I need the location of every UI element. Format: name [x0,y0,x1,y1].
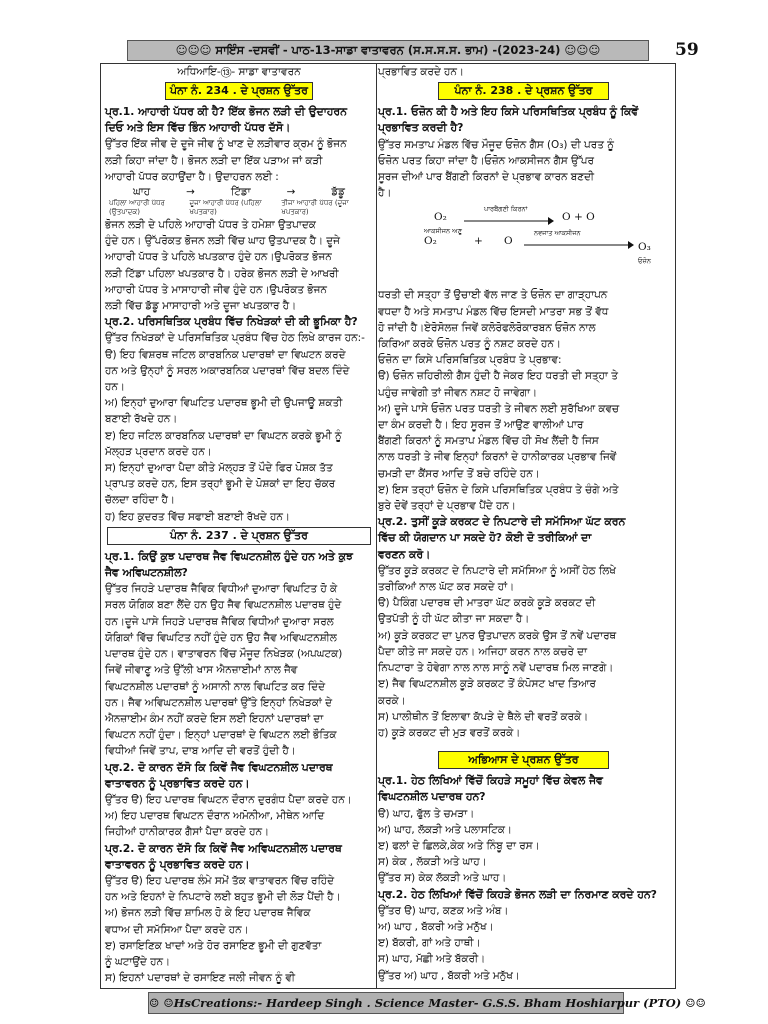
text-line: ਨੂੰ ਘਟਾਉਂਦੇ ਹਨ। [105,955,170,968]
text-line: ਹਨ ਅਤੇ ਇਹਨਾਂ ਦੇ ਨਿਪਟਾਰੇ ਲਈ ਬਹੁਤ ਭੂਮੀ ਦੀ ਲੋੜ ਪੈਂਦੀ ਹੈ। [105,891,341,904]
text-line: ਵਾਤਾਵਰਨ ਨੂੰ ਪ੍ਰਭਾਵਿਤ ਕਰਦੇ ਹਨ। [105,857,250,871]
chain-frog: ਡੱਡੂ [331,186,345,199]
eq-o-reactant: O [504,235,513,248]
text-line: ੳ) ਇਹ ਵਿਸ਼ਰਥ ਜਟਿਲ ਕਾਰਬਨਿਕ ਪਦਾਰਥਾਂ ਦਾ ਵਿਘਟਨ ਕਰਦੇ [105,348,346,361]
text-line: ਹੋ ਜਾਂਦੀ ਹੈ।ਏਰੋਸੋਲਜ਼ ਜਿਵੇਂ ਕਲੋਰੋਫਲੋਰੋਕਾਰਬਨ ਓਜ਼ੋਨ ਨਾਲ [378,321,596,334]
text-line: ਪ੍ਰ.2. ਹੇਠ ਲਿਖਿਆਂ ਵਿੱਚੋਂ ਕਿਹੜੇ ਭੋਜਨ ਲੜੀ ਦਾ ਨਿਰਮਾਣ ਕਰਦੇ ਹਨ? [378,887,657,901]
text-line: ਲੜੀ ਕਿਹਾ ਜਾਂਦਾ ਹੈ। ਭੋਜਨ ਲੜੀ ਦਾ ਇੱਕ ਪੜਾਅ ਜਾਂ ਕੜੀ [105,154,323,167]
text-line: ਵਧਾਅ ਦੀ ਸਮੱਸਿਆ ਪੈਦਾ ਕਰਦੇ ਹਨ। [105,923,249,936]
text-line: ਅ) ਘਾਹ , ਬੱਕਰੀ ਅਤੇ ਮਨੁੱਖ। [378,920,494,933]
text-line: ਪ੍ਰ.1. ਹੇਠ ਲਿਖਿਆਂ ਵਿੱਚੋਂ ਕਿਹੜੇ ਸਮੂਹਾਂ ਵਿੱਚ ਕੇਵਲ ਜੈਵ [378,774,603,788]
text-line: ਭੋਜਨ ਲੜੀ ਦੇ ਪਹਿਲੇ ਆਹਾਰੀ ਪੱਧਰ ਤੇ ਹਮੇਸ਼ਾ ਉਤਪਾਦਕ [105,219,316,232]
text-line: ਸ) ਇਨ੍ਹਾਂ ਦੁਆਰਾ ਪੈਦਾ ਕੀਤੇ ਮੱਲ੍ਹੜ ਤੋਂ ਪੌਦੇ ਫਿਰ ਪੋਸ਼ਕ ਤੱਤ [105,462,333,475]
text-line: ਹਨ ਅਤੇ ਉਨ੍ਹਾਂ ਨੂੰ ਸਰਲ ਅਕਾਰਬਨਿਕ ਪਦਾਰਥਾਂ ਵਿੱਚ ਬਦਲ ਦਿੰਦੇ [105,364,350,377]
text-line: ਪੈਦਾ ਕੀਤੇ ਜਾ ਸਕਦੇ ਹਨ। ਅਜਿਹਾ ਕਰਨ ਨਾਲ ਕਚਰੇ ਦਾ [378,645,587,658]
text-line: ਸੂਰਜ ਦੀਆਂ ਪਾਰ ਬੈਂਗਣੀ ਕਿਰਨਾਂ ਦੇ ਪ੍ਰਭਾਵ ਕਾਰਨ ਬਣਦੀ [378,171,595,184]
text-line: ਅ) ਦੂਜੇ ਪਾਸੇ ਓਜ਼ੋਨ ਪਰਤ ਧਰਤੀ ਤੇ ਜੀਵਨ ਲਈ ਸੁਰੱਖਿਆ ਕਵਚ [378,402,619,415]
text-line: ਅ) ਭੋਜਨ ਲੜੀ ਵਿੱਚ ਸ਼ਾਮਿਲ ਹੋ ਕੇ ਇਹ ਪਦਾਰਥ ਜੈਵਿਕ [105,907,311,920]
section-box-234: ਪੰਨਾ ਨੰ. 234 . ਦੇ ਪ੍ਰਸ਼ਨ ਉੱਤਰ [165,82,313,100]
text-line: ੲ) ਜੈਵ ਵਿਘਟਨਸ਼ੀਲ ਕੂੜੇ ਕਰਕਟ ਤੋਂ ਕੰਪੋਸਟ ਖਾਦ ਤਿਆਰ [378,678,596,691]
text-line: ਨਾਲ ਧਰਤੀ ਤੇ ਜੀਵ ਇਨ੍ਹਾਂ ਕਿਰਨਾਂ ਦੇ ਹਾਨੀਕਾਰਕ ਪ੍ਰਭਾਵ ਜਿਵੇਂ [378,451,617,464]
text-line: ਚੱਲਦਾ ਰਹਿੰਦਾ ਹੈ। [105,494,175,507]
section-box-238: ਪੰਨਾ ਨੰ. 238 . ਦੇ ਪ੍ਰਸ਼ਨ ਉੱਤਰ [438,82,609,100]
text-line: ਪ੍ਰ.1. ਆਹਾਰੀ ਪੱਧਰ ਕੀ ਹੈ? ਇੱਕ ਭੋਜਨ ਲੜੀ ਦੀ ਉਦਾਹਰਨ [105,105,347,118]
text-line: ਹਨ। [105,381,125,394]
text-line: ਆਹਾਰੀ ਪੱਧਰ ਤੇ ਮਾਸਾਹਾਰੀ ਜੀਵ ਹੁੰਦੇ ਹਨ।ਉਪਰੋਕਤ ਭੋਜਨ [105,283,327,296]
right-text-block-b [378,287,669,741]
text-line: ੲ) ਇਹ ਜਟਿਲ ਕਾਰਬਨਿਕ ਪਦਾਰਥਾਂ ਦਾ ਵਿਘਟਨ ਕਰਕੇ ਭੂਮੀ ਨੂੰ [105,429,342,442]
text-line: ਪਹੁੰਚ ਜਾਵੇਗੀ ਤਾਂ ਜੀਵਨ ਨਸ਼ਟ ਹੋ ਜਾਵੇਗਾ। [378,386,537,399]
page-footer: ☺ ☺HsCreations:- Hardeep Singh . Science Master- G.S.S. Bham Hoshiarpur (PTO) ☺☺ [148,992,624,1014]
text-line: ਚਮੜੀ ਦਾ ਕੈਂਸਰ ਆਦਿ ਤੋਂ ਬਚੇ ਰਹਿੰਦੇ ਹਨ। [378,467,540,480]
food-chain-levels [105,199,373,217]
text-line: ਪਦਾਰਥ ਹੁੰਦੇ ਹਨ। ਵਾਤਾਵਰਨ ਵਿੱਚ ਮੌਜੂਦ ਨਿਖੇੜਕ (ਅਪਘਟਕ) [105,648,343,661]
eq-o2-reactant-2: O₂ [424,235,437,248]
eq-oxygen-molecule-label: ਆਕਸੀਜਨ ਅਣੂ [424,227,462,236]
page-number: 59 [675,40,699,60]
text-line: ਹੈ। [378,187,392,200]
text-line: ਅ) ਕੂੜੇ ਕਰਕਟ ਦਾ ਪੁਨਰ ਉਤਪਾਦਨ ਕਰਕੇ ਉਸ ਤੋਂ ਨਵੇਂ ਪਦਾਰਥ [378,629,617,642]
chain-level-3: ਤੀਜਾ ਆਹਾਰੀ ਪੱਧਰ (ਦੂਜਾ ਖਪਤਕਾਰ) [281,199,349,217]
food-chain [105,185,373,199]
text-line: ਹੁੰਦੇ ਹਨ। ਉੱਪਰੋਕਤ ਭੋਜਨ ਲੜੀ ਵਿੱਚ ਘਾਹ ਉਤਪਾਦਕ ਹੈ। ਦੂਜੇ [105,235,340,248]
text-line: ਉੱਤਰ ਕੂੜੇ ਕਰਕਟ ਦੇ ਨਿਪਟਾਰੇ ਦੀ ਸਮੱਸਿਆ ਨੂੰ ਅਸੀਂ ਹੇਠ ਲਿਖੇ [378,564,616,577]
text-line: ਵਿਘਟਨ ਨਹੀਂ ਹੁੰਦਾ। ਇਨ੍ਹਾਂ ਪਦਾਰਥਾਂ ਦੇ ਵਿਘਟਨ ਲਈ ਭੌਤਿਕ [105,729,337,742]
text-line: ਵਰਣਨ ਕਰੋ। [378,547,431,561]
chain-level-1: ਪਹਿਲਾ ਆਹਾਰੀ ਪੱਧਰ (ਉਤਪਾਦਕ) [109,199,165,217]
text-line: ਆਹਾਰੀ ਪੱਧਰ ਕਹਾਉਂਦਾ ਹੈ। ਉਦਾਹਰਨ ਲਈ : [105,170,279,183]
text-line: ਵਿਧੀਆਂ ਜਿਵੇਂ ਤਾਪ, ਦਾਬ ਆਦਿ ਦੀ ਵਰਤੋਂ ਹੁੰਦੀ ਹੈ। [105,745,296,758]
text-line: ਕਿਰਿਆ ਕਰਕੇ ਓਜ਼ੋਨ ਪਰਤ ਨੂੰ ਨਸ਼ਟ ਕਰਦੇ ਹਨ। [378,338,561,351]
text-line: ੲ) ਬੱਕਰੀ, ਗਾਂ ਅਤੇ ਹਾਥੀ। [378,937,481,950]
text-line: ਉੱਤਰ ਅ) ਘਾਹ , ਬੱਕਰੀ ਅਤੇ ਮਨੁੱਖ। [378,969,520,982]
right-column [378,64,669,988]
text-line: ਵਧਦਾ ਹੈ ਅਤੇ ਸਮਤਾਪ ਮੰਡਲ ਵਿੱਚ ਇਸਦੀ ਮਾਤਰਾ ਸਭ ਤੋਂ ਵੱਧ [378,305,609,318]
left-text-block-c [105,549,373,986]
text-line: ਓਜ਼ੋਨ ਦਾ ਕਿਸੇ ਪਰਿਸਥਿਤਿਕ ਪ੍ਰਬੰਧ ਤੇ ਪ੍ਰਭਾਵ: [378,354,562,367]
text-line: ਸ) ਕੇਕ , ਲੱਕੜੀ ਅਤੇ ਘਾਹ। [378,856,487,869]
section-box-237: ਪੰਨਾ ਨੰ. 237 . ਦੇ ਪ੍ਰਸ਼ਨ ਉੱਤਰ [107,527,371,545]
left-column [105,64,373,988]
right-text-block-a [378,104,669,201]
eq-o2-reactant: O₂ [434,211,447,224]
text-line: ਜਿਹੀਆਂ ਹਾਨੀਕਾਰਕ ਗੈਸਾਂ ਪੈਦਾ ਕਰਦੇ ਹਨ। [105,826,269,839]
text-line: ਪ੍ਰਭਾਵਿਤ ਕਰਦੀ ਹੈ? [378,121,464,135]
chapter-title: ਅਧਿਆਇ-⑬- ਸਾਡਾ ਵਾਤਾਵਰਨ [177,66,301,78]
eq-o3-product: O₃ [638,241,651,254]
text-line: ਹ) ਇਹ ਕੁਦਰਤ ਵਿੱਚ ਸਫਾਈ ਬਣਾਈ ਰੱਖਦੇ ਹਨ। [105,510,290,523]
text-line: ਲੜੀ ਟਿੱਡਾ ਪਹਿਲਾ ਖਪਤਕਾਰ ਹੈ। ਹਰੇਕ ਭੋਜਨ ਲੜੀ ਦੇ ਆਖਰੀ [105,267,339,280]
text-line: ਸ) ਇਹਨਾਂ ਪਦਾਰਥਾਂ ਦੇ ਰਸਾਇਣ ਜਲੀ ਜੀਵਨ ਨੂੰ ਵੀ [105,972,296,985]
text-line: ਸ) ਪਾਲੀਥੀਨ ਤੋਂ ਇਲਾਵਾ ਕੱਪੜੇ ਦੇ ਥੈਲੇ ਦੀ ਵਰਤੋਂ ਕਰਕੇ। [378,710,589,723]
text-line: ਲੜੀ ਵਿੱਚ ਡੱਡੂ ਮਾਸਾਹਾਰੀ ਅਤੇ ਦੂਜਾ ਖਪਤਕਾਰ ਹੈ। [105,300,297,313]
text-line: ਹਨ।ਦੂਜੇ ਪਾਸੇ ਜਿਹੜੇ ਪਦਾਰਥ ਜੈਵਿਕ ਵਿਧੀਆਂ ਦੁਆਰਾ ਸਰਲ [105,615,334,628]
text-line: ਹ) ਕੂੜੇ ਕਰਕਟ ਦੀ ਮੁੜ ਵਰਤੋਂ ਕਰਕੇ। [378,726,521,739]
text-line: ਦਿਓ ਅਤੇ ਇਸ ਵਿੱਚ ਭਿੰਨ ਆਹਾਰੀ ਪੱਧਰ ਦੱਸੋ। [105,121,291,135]
eq-uv-label: ਪਾਰਬੈਂਗਣੀ ਕਿਰਨਾਂ [484,205,528,214]
text-line: ਮੱਲ੍ਹੜ ਪ੍ਰਦਾਨ ਕਰਦੇ ਹਨ। [105,445,212,458]
section-box-exercise: ਅਭਿਆਸ ਦੇ ਪ੍ਰਸ਼ਨ ਉੱਤਰ [438,751,609,769]
text-line: ਦਾ ਕੰਮ ਕਰਦੀ ਹੈ। ਇਹ ਸੂਰਜ ਤੋਂ ਆਉਣ ਵਾਲੀਆਂ ਪਾਰ [378,419,584,432]
text-line: ਆਹਾਰੀ ਪੱਧਰ ਤੇ ਪਹਿਲੇ ਖਪਤਕਾਰ ਹੁੰਦੇ ਹਨ।ਉਪਰੋਕਤ ਭੋਜਨ [105,251,332,264]
eq-arrow-2 [524,241,634,249]
text-line: ੲ) ਫਲਾਂ ਦੇ ਛਿਲਕੇ,ਕੇਕ ਅਤੇ ਨਿੰਬੂ ਦਾ ਰਸ। [378,839,540,852]
text-line: ਪ੍ਰ.1. ਓਜ਼ੋਨ ਕੀ ਹੈ ਅਤੇ ਇਹ ਕਿਸੇ ਪਰਿਸਥਿਤਿਕ ਪ੍ਰਬੰਧ ਨੂੰ ਕਿਵੇਂ [378,105,639,119]
text-line: ਉੱਤਰ ਨਿਖੇੜਕਾਂ ਦੇ ਪਰਿਸਥਿਤਿਕ ਪ੍ਰਬੰਧ ਵਿੱਚ ਹੇਠ ਲਿਖੇ ਕਾਰਜ ਹਨ:- [105,332,365,345]
left-text-block-b [105,217,373,525]
eq-o-products: O + O [562,211,595,224]
eq-nascent-oxygen-label: ਨਵਜਾਤ ਆਕਸੀਜਨ [534,229,581,238]
text-line: ਸ) ਘਾਹ, ਮੱਛੀ ਅਤੇ ਬੱਕਰੀ। [378,953,486,966]
text-line: ਪ੍ਰ.1. ਕਿਉਂ ਕੁਝ ਪਦਾਰਥ ਜੈਵ ਵਿਘਟਨਸ਼ੀਲ ਹੁੰਦੇ ਹਨ ਅਤੇ ਕੁਝ [105,549,353,563]
text-line: ਉੱਤਰ ਸ) ਕੇਕ ਲੱਕੜੀ ਅਤੇ ਘਾਹ। [378,872,507,885]
right-text-block-c [378,773,669,984]
text-line: ਪ੍ਰ.2. ਪਰਿਸਥਿਤਿਕ ਪ੍ਰਬੰਧ ਵਿੱਚ ਨਿਖੇੜਕਾਂ ਦੀ ਕੀ ਭੂਮਿਕਾ ਹੈ? [105,315,358,329]
chain-level-2: ਦੂਜਾ ਆਹਾਰੀ ਪੱਧਰ (ਪਹਿਲਾ ਖਪਤਕਾਰ) [189,199,262,217]
text-line: ਅ) ਇਹ ਪਦਾਰਥ ਵਿਘਟਨ ਦੌਰਾਨ ਅਮੋਨੀਆ, ਮੀਥੇਨ ਆਦਿ [105,810,325,823]
text-line: ੳ) ਪੈਕਿੰਗ ਪਦਾਰਥ ਦੀ ਮਾਤਰਾ ਘੱਟ ਕਰਕੇ ਕੂੜੇ ਕਰਕਟ ਦੀ [378,597,596,610]
text-line: ਉਤਪੱਤੀ ਨੂੰ ਹੀ ਘੱਟ ਕੀਤਾ ਜਾ ਸਕਦਾ ਹੈ। [378,613,530,626]
text-line: ਪ੍ਰ.2. ਦੋ ਕਾਰਨ ਦੱਸੋ ਕਿ ਕਿਵੇਂ ਜੈਵ ਵਿਘਟਨਸ਼ੀਲ ਪਦਾਰਥ [105,760,333,774]
text-line: ਉੱਤਰ ਸਮਤਾਪ ਮੰਡਲ ਵਿੱਚ ਮੌਜੂਦ ਓਜ਼ੋਨ ਗੈਸ (O₃) ਦੀ ਪਰਤ ਨੂੰ [378,138,614,151]
text-line: ਅ) ਇਨ੍ਹਾਂ ਦੁਆਰਾ ਵਿਘਟਿਤ ਪਦਾਰਥ ਭੂਮੀ ਦੀ ਉਪਜਾਊ ਸ਼ਕਤੀ [105,397,343,410]
chain-grass: ਘਾਹ [133,186,151,199]
text-line: ਯੋਗਿਕਾਂ ਵਿੱਚ ਵਿਘਟਿਤ ਨਹੀਂ ਹੁੰਦੇ ਹਨ ਉਹ ਜੈਵ ਅਵਿਘਟਨਸ਼ੀਲ [105,631,337,644]
text-line: ੳ) ਘਾਹ, ਫੁੱਲ ਤੇ ਚਮੜਾ। [378,807,475,820]
text-line: ਬੈਂਗਣੀ ਕਿਰਨਾਂ ਨੂੰ ਸਮਤਾਪ ਮੰਡਲ ਵਿੱਚ ਹੀ ਸੋਖ ਲੈਂਦੀ ਹੈ ਜਿਸ [378,435,599,448]
text-line: ਹਨ। ਜੈਵ ਅਵਿਘਟਨਸ਼ੀਲ ਪਦਾਰਥਾਂ ਉੱਤੇ ਇਨ੍ਹਾਂ ਨਿਖੇੜਕਾਂ ਦੇ [105,696,333,709]
text-line: ਉੱਤਰ ਇੱਕ ਜੀਵ ਦੇ ਦੂਜੇ ਜੀਵ ਨੂੰ ਖਾਣ ਦੇ ਲੜੀਵਾਰ ਕ੍ਰਮ ਨੂੰ ਭੋਜਨ [105,138,347,151]
text-line: ਜਿਵੇਂ ਜੀਵਾਣੂ ਅਤੇ ਉੱਲੀ ਖਾਸ ਐਨਜ਼ਾਈਮਾਂ ਨਾਲ ਜੈਵ [105,664,298,677]
column-divider [376,64,377,988]
text-line: ੲ) ਇਸ ਤਰ੍ਹਾਂ ਓਜ਼ੋਨ ਦੇ ਕਿਸੇ ਪਰਿਸਥਿਤਿਕ ਪ੍ਰਬੰਧ ਤੇ ਚੰਗੇ ਅਤੇ [378,483,619,496]
text-line: ਵਿਘਟਨਸ਼ੀਲ ਪਦਾਰਥ ਹਨ? [378,790,486,804]
text-line: ਨਿਪਟਾਰਾ ਤੇ ਹੋਵੇਗਾ ਨਾਲ ਨਾਲ ਸਾਨੂੰ ਨਵੇਂ ਪਦਾਰਥ ਮਿਲ ਜਾਣਗੇ। [378,662,614,675]
text-line: ਵਿੱਚ ਕੀ ਯੋਗਦਾਨ ਪਾ ਸਕਦੇ ਹੋ? ਕੋਈ ਦੋ ਤਰੀਕਿਆਂ ਦਾ [378,531,592,545]
chain-arrow: → [286,186,296,199]
chain-grasshopper: ਟਿੱਡਾ [230,186,251,199]
text-line: ਉੱਤਰ ੳ) ਇਹ ਪਦਾਰਥ ਵਿਘਟਨ ਦੌਰਾਨ ਦੁਰਗੰਧ ਪੈਦਾ ਕਰਦੇ ਹਨ। [105,793,352,806]
text-line: ਧਰਤੀ ਦੀ ਸਤ੍ਹਾ ਤੋਂ ਉਚਾਈ ਵੱਲ ਜਾਣ ਤੇ ਓਜ਼ੋਨ ਦਾ ਗਾੜ੍ਹਾਪਨ [378,289,608,302]
text-line: ਬਣਾਈ ਰੱਖਦੇ ਹਨ। [105,413,178,426]
left-text-block-a [105,104,373,185]
text-line: ੳ) ਓਜ਼ੋਨ ਜ਼ਹਿਰੀਲੀ ਗੈਸ ਹੁੰਦੀ ਹੈ ਜੇਕਰ ਇਹ ਧਰਤੀ ਦੀ ਸਤ੍ਹਾ ਤੇ [378,370,618,383]
text-line: ਐਨਜ਼ਾਈਮ ਕੰਮ ਨਹੀਂ ਕਰਦੇ ਇਸ ਲਈ ਇਹਨਾਂ ਪਦਾਰਥਾਂ ਦਾ [105,712,324,725]
text-line: ਕਰਕੇ। [378,694,406,707]
text-line: ਤਰੀਕਿਆਂ ਨਾਲ ਘੱਟ ਕਰ ਸਕਦੇ ਹਾਂ। [378,581,515,594]
text-line: ਜੈਵ ਅਵਿਘਟਨਸ਼ੀਲ? [105,566,188,580]
content-frame [100,63,676,989]
text-line: ੲ) ਰਸਾਇਣਿਕ ਖਾਦਾਂ ਅਤੇ ਹੋਰ ਰਸਾਇਣ ਭੂਮੀ ਦੀ ਗੁਣਵੱਤਾ [105,939,322,952]
text-line: ਪ੍ਰ.2. ਦੋ ਕਾਰਨ ਦੱਸੋ ਕਿ ਕਿਵੇਂ ਜੈਵ ਅਵਿਘਟਨਸ਼ੀਲ ਪਦਾਰਥ [105,841,342,855]
text-line: ਵਾਤਾਵਰਨ ਨੂੰ ਪ੍ਰਭਾਵਿਤ ਕਰਦੇ ਹਨ। [105,776,250,790]
text-line: ਸਰਲ ਯੋਗਿਕ ਬਣਾ ਲੈਂਦੇ ਹਨ ਉਹ ਜੈਵ ਵਿਘਟਨਸ਼ੀਲ ਪਦਾਰਥ ਹੁੰਦੇ [105,599,342,612]
chain-arrow: → [186,186,195,199]
page-header: ☺☺☺ ਸਾਇੰਸ -ਦਸਵੀਂ - ਪਾਠ-13-ਸਾਡਾ ਵਾਤਾਵਰਨ (ਸ.ਸ.ਸ.ਸ. ਭਾਮ) -(2023-24) ☺☺☺ [127,40,649,61]
right-top-line: ਪ੍ਰਭਾਵਿਤ ਕਰਦੇ ਹਨ। [378,66,464,78]
ozone-equation [384,205,663,283]
eq-plus: + [474,235,483,248]
text-line: ਪ੍ਰ.2. ਤੁਸੀਂ ਕੂੜੇ ਕਰਕਟ ਦੇ ਨਿਪਟਾਰੇ ਦੀ ਸਮੱਸਿਆ ਘੱਟ ਕਰਨ [378,515,626,529]
eq-ozone-label: ਓਜ਼ੋਨ [638,257,651,266]
text-line: ਬੁਰੇ ਦੋਵੇਂ ਤਰ੍ਹਾਂ ਦੇ ਪ੍ਰਭਾਵ ਪੈਂਦੇ ਹਨ। [378,500,516,513]
text-line: ਉੱਤਰ ੳ) ਇਹ ਪਦਾਰਥ ਲੰਮੇ ਸਮੇਂ ਤੱਕ ਵਾਤਾਵਰਨ ਵਿੱਚ ਰਹਿੰਦੇ [105,874,335,887]
text-line: ਉੱਤਰ ਜਿਹੜੇ ਪਦਾਰਥ ਜੈਵਿਕ ਵਿਧੀਆਂ ਦੁਆਰਾ ਵਿਘਟਿਤ ਹੋ ਕੇ [105,583,338,596]
text-line: ਅ) ਘਾਹ, ਲੱਕੜੀ ਅਤੇ ਪਲਾਸਟਿਕ। [378,823,512,836]
eq-arrow-1 [464,217,554,225]
text-line: ਉੱਤਰ ੳ) ਘਾਹ, ਕਣਕ ਅਤੇ ਅੰਬ। [378,904,509,917]
text-line: ਵਿਘਟਨਸ਼ੀਲ ਪਦਾਰਥਾਂ ਨੂੰ ਅਸਾਨੀ ਨਾਲ ਵਿਘਟਿਤ ਕਰ ਦਿੰਦੇ [105,680,326,693]
text-line: ਓਜ਼ੋਨ ਪਰਤ ਕਿਹਾ ਜਾਂਦਾ ਹੈ।ਓਜ਼ੋਨ ਆਕਸੀਜਨ ਗੈਸ ਉੱਪਰ [378,154,594,167]
text-line: ਪ੍ਰਾਪਤ ਕਰਦੇ ਹਨ, ਇਸ ਤਰ੍ਹਾਂ ਭੂਮੀ ਦੇ ਪੋਸ਼ਕਾਂ ਦਾ ਇਹ ਚੱਕਰ [105,478,336,491]
